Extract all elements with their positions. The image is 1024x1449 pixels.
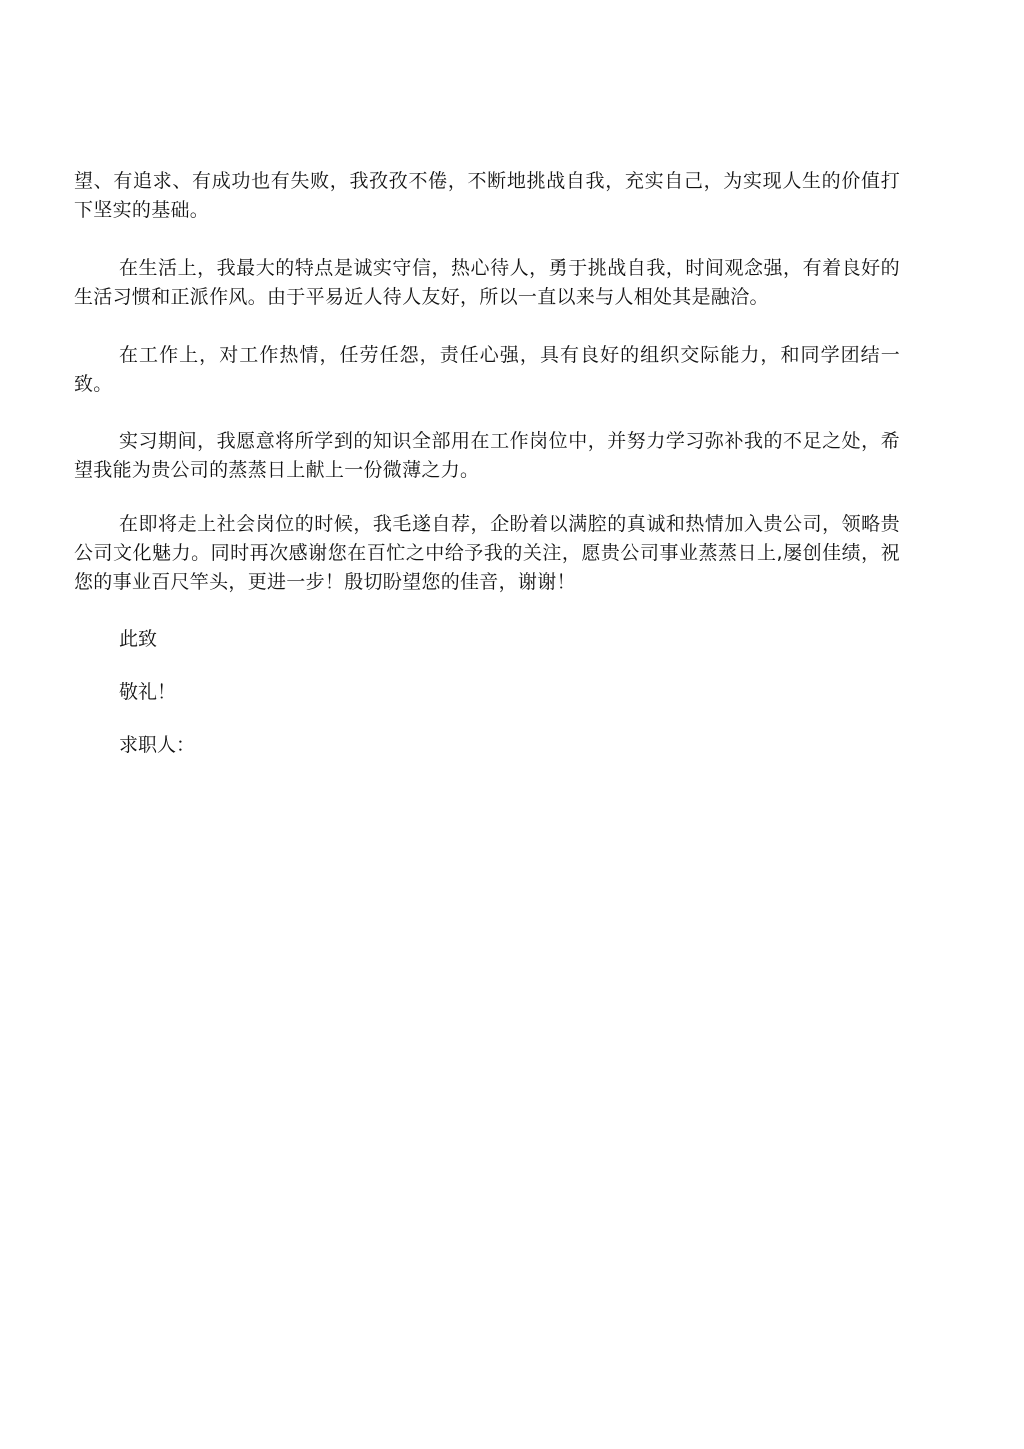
closing-regards: 敬礼！ [119,681,177,703]
signature-label: 求职人： [119,734,196,756]
closing-salutation: 此致 [119,628,158,650]
paragraph-internship: 实习期间，我愿意将所学到的知识全部用在工作岗位中，并努力学习弥补我的不足之处，希望我能为贵公司的蒸蒸日上献上一份微薄之力。 [74,430,900,481]
paragraph-continuation: 望、有追求、有成功也有失败，我孜孜不倦，不断地挑战自我，充实自己，为实现人生的价值打下坚实的基础。 [74,170,900,221]
paragraph-conclusion: 在即将走上社会岗位的时候，我毛遂自荐，企盼着以满腔的真诚和热情加入贵公司，领略贵公司文化魅力。同时再次感谢您在百忙之中给予我的关注，愿贵公司事业蒸蒸日上,屡创佳绩，祝您的事业百尺竿头，更进一步！殷切盼望您的佳音，谢谢！ [74,513,900,593]
paragraph-work: 在工作上，对工作热情，任劳任怨，责任心强，具有良好的组织交际能力，和同学团结一致。 [74,344,900,395]
paragraph-life: 在生活上，我最大的特点是诚实守信，热心待人，勇于挑战自我，时间观念强，有着良好的生活习惯和正派作风。由于平易近人待人友好，所以一直以来与人相处其是融洽。 [74,257,900,308]
